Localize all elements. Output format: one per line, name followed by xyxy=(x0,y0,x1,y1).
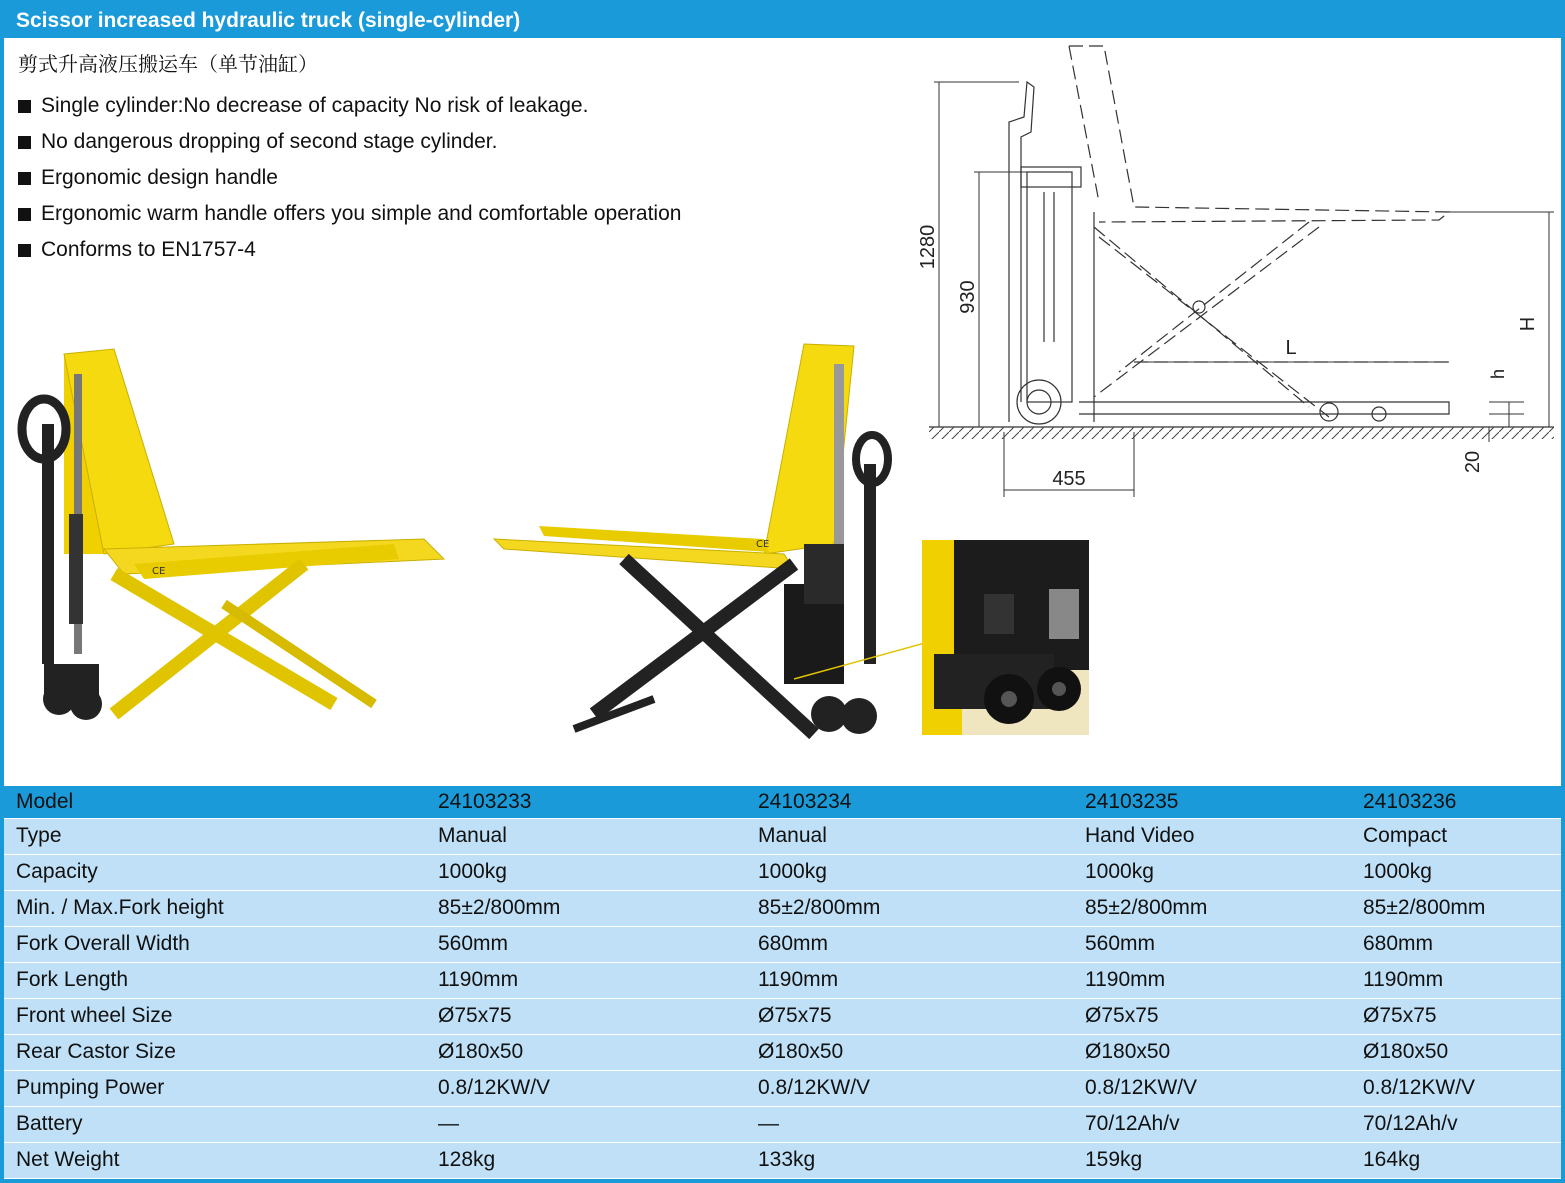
chinese-subtitle: 剪式升高液压搬运车（单节油缸） xyxy=(18,52,318,76)
table-cell: Ø75x75 xyxy=(1073,998,1351,1034)
square-bullet-icon xyxy=(18,136,31,149)
table-cell: Ø75x75 xyxy=(746,998,1073,1034)
feature-item: No dangerous dropping of second stage cylinder. xyxy=(18,124,681,160)
page-title: Scissor increased hydraulic truck (single-cylinder) xyxy=(4,4,1561,38)
table-cell: 70/12Ah/v xyxy=(1073,1106,1351,1142)
dimension-20: 20 xyxy=(1462,450,1484,474)
table-row xyxy=(4,818,1561,854)
table-row xyxy=(4,854,1561,890)
table-cell: Capacity xyxy=(4,854,426,890)
feature-item: Ergonomic design handle xyxy=(18,160,681,196)
ce-mark: CE xyxy=(152,566,166,577)
table-row xyxy=(4,1070,1561,1106)
table-row xyxy=(4,890,1561,926)
label-min-height: h xyxy=(1488,368,1508,380)
feature-item: Single cylinder:No decrease of capacity No risk of leakage. xyxy=(18,88,681,124)
feature-item: Ergonomic warm handle offers you simple and comfortable operation xyxy=(18,196,681,232)
table-cell: 1000kg xyxy=(1073,854,1351,890)
table-cell: 24103236 xyxy=(1351,786,1561,818)
table-row xyxy=(4,926,1561,962)
table-cell: 0.8/12KW/V xyxy=(1073,1070,1351,1106)
table-row xyxy=(4,1106,1561,1142)
detail-inset-image xyxy=(922,540,1089,735)
dimension-drawing xyxy=(909,42,1559,512)
feature-list xyxy=(18,88,681,268)
square-bullet-icon xyxy=(18,100,31,113)
table-cell: Net Weight xyxy=(4,1142,426,1178)
table-cell: Type xyxy=(4,818,426,854)
dimension-1280: 1280 xyxy=(917,224,939,270)
square-bullet-icon xyxy=(18,208,31,221)
table-cell: Min. / Max.Fork height xyxy=(4,890,426,926)
table-cell: Ø180x50 xyxy=(746,1034,1073,1070)
dimension-930: 930 xyxy=(957,280,979,314)
table-row xyxy=(4,962,1561,998)
table-cell: Fork Length xyxy=(4,962,426,998)
table-cell: 1000kg xyxy=(1351,854,1561,890)
table-cell: 24103234 xyxy=(746,786,1073,818)
label-max-height: H xyxy=(1517,316,1539,332)
table-row xyxy=(4,1142,1561,1178)
table-cell: Hand Video xyxy=(1073,818,1351,854)
table-cell: 560mm xyxy=(426,926,746,962)
table-cell: 164kg xyxy=(1351,1142,1561,1178)
square-bullet-icon xyxy=(18,172,31,185)
table-cell: Model xyxy=(4,786,426,818)
table-cell: — xyxy=(426,1106,746,1142)
table-cell: Ø180x50 xyxy=(426,1034,746,1070)
table-cell: 70/12Ah/v xyxy=(1351,1106,1561,1142)
table-cell: 1190mm xyxy=(426,962,746,998)
table-cell: — xyxy=(746,1106,1073,1142)
label-length: L xyxy=(1285,337,1297,359)
table-cell: 85±2/800mm xyxy=(1073,890,1351,926)
table-cell: Compact xyxy=(1351,818,1561,854)
square-bullet-icon xyxy=(18,244,31,257)
table-cell: Pumping Power xyxy=(4,1070,426,1106)
table-cell: 0.8/12KW/V xyxy=(746,1070,1073,1106)
table-cell: 24103235 xyxy=(1073,786,1351,818)
table-cell: 85±2/800mm xyxy=(746,890,1073,926)
table-cell: Ø75x75 xyxy=(1351,998,1561,1034)
yellow-truck-image xyxy=(22,349,444,720)
table-cell: 159kg xyxy=(1073,1142,1351,1178)
table-cell: 0.8/12KW/V xyxy=(1351,1070,1561,1106)
table-cell: Battery xyxy=(4,1106,426,1142)
table-cell: 128kg xyxy=(426,1142,746,1178)
dimension-455: 455 xyxy=(1052,468,1086,490)
table-cell: 1190mm xyxy=(1073,962,1351,998)
table-cell: Fork Overall Width xyxy=(4,926,426,962)
table-cell: 85±2/800mm xyxy=(1351,890,1561,926)
feature-item: Conforms to EN1757-4 xyxy=(18,232,681,268)
table-cell: 1000kg xyxy=(426,854,746,890)
table-cell: 1190mm xyxy=(1351,962,1561,998)
table-cell: 24103233 xyxy=(426,786,746,818)
table-cell: 560mm xyxy=(1073,926,1351,962)
table-cell: 1000kg xyxy=(746,854,1073,890)
table-cell: 680mm xyxy=(746,926,1073,962)
table-cell: Ø75x75 xyxy=(426,998,746,1034)
table-cell: Rear Castor Size xyxy=(4,1034,426,1070)
table-header-row xyxy=(4,786,1561,818)
table-cell: 133kg xyxy=(746,1142,1073,1178)
table-row xyxy=(4,1034,1561,1070)
table-cell: 680mm xyxy=(1351,926,1561,962)
table-cell: 0.8/12KW/V xyxy=(426,1070,746,1106)
table-cell: Manual xyxy=(746,818,1073,854)
spec-table xyxy=(4,786,1561,1179)
table-cell: Manual xyxy=(426,818,746,854)
truck-outline xyxy=(929,46,1554,439)
table-cell: Front wheel Size xyxy=(4,998,426,1034)
table-cell: 85±2/800mm xyxy=(426,890,746,926)
ce-mark: CE xyxy=(756,539,770,550)
table-row xyxy=(4,998,1561,1034)
table-cell: 1190mm xyxy=(746,962,1073,998)
table-cell: Ø180x50 xyxy=(1073,1034,1351,1070)
table-cell: Ø180x50 xyxy=(1351,1034,1561,1070)
